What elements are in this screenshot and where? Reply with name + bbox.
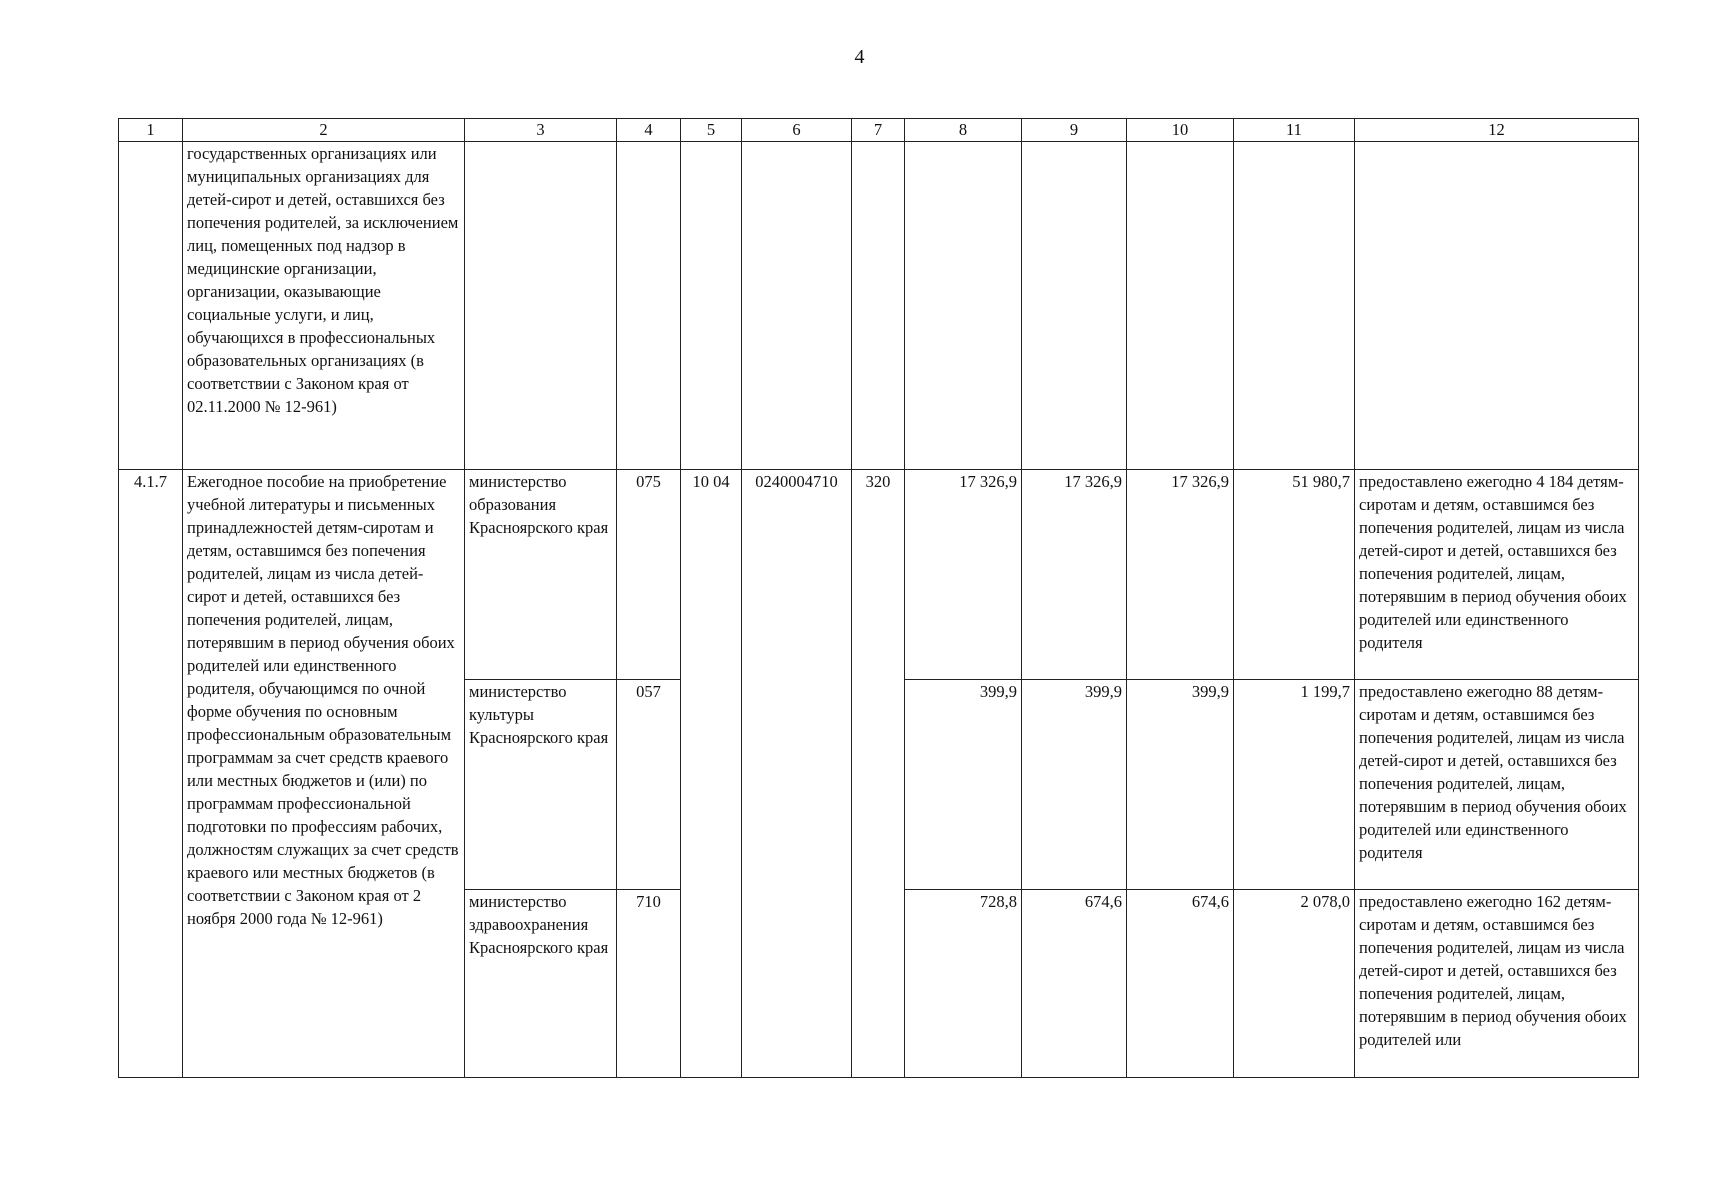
ministry-code: 057 (617, 680, 681, 890)
col-header-5: 5 (681, 119, 742, 142)
result-text: предоставлено ежегодно 162 детям-сиротам и детям, оставшимся без попечения родителей, лицам из числа детей-сирот и детей, оставшихся без попечения родителей, лицам, потерявшим в период обучения обоих родителей или (1355, 890, 1639, 1078)
section-code: 10 04 (681, 470, 742, 1078)
result-text: предоставлено ежегодно 4 184 детям-сиротам и детям, оставшимся без попечения родителей, лицам из числа детей-сирот и детей, оставшихся без попечения родителей, лицам, потерявшим в период обучения обоих родителей или единственного родителя (1355, 470, 1639, 680)
continuation-row (119, 142, 1639, 470)
year2-value: 674,6 (1022, 890, 1127, 1078)
expense-type-code: 320 (852, 470, 905, 1078)
total-value: 2 078,0 (1234, 890, 1355, 1078)
year2-value: 399,9 (1022, 680, 1127, 890)
col-header-7: 7 (852, 119, 905, 142)
ministry-code: 710 (617, 890, 681, 1078)
continuation-text: государственных организациях или муниципальных организациях для детей-сирот и детей, оставшихся без попечения родителей, за исключением лиц, помещенных под надзор в медицинские организации, организации, оказывающие социальные услуги, и лиц, обучающихся в профессиональных образовательных организациях (в соответствии с Законом края от 02.11.2000 № 12-961) (183, 142, 465, 470)
year1-value: 399,9 (905, 680, 1022, 890)
year3-value: 674,6 (1127, 890, 1234, 1078)
budget-table (118, 118, 1639, 1078)
page-number: 4 (854, 46, 865, 68)
target-code: 0240004710 (742, 470, 852, 1078)
year3-value: 399,9 (1127, 680, 1234, 890)
item-number: 4.1.7 (119, 470, 183, 1078)
year3-value: 17 326,9 (1127, 470, 1234, 680)
col-header-6: 6 (742, 119, 852, 142)
year1-value: 728,8 (905, 890, 1022, 1078)
ministry-code: 075 (617, 470, 681, 680)
ministry-cell: министерство образования Красноярского края (465, 470, 617, 680)
col-header-11: 11 (1234, 119, 1355, 142)
total-value: 51 980,7 (1234, 470, 1355, 680)
column-number-header-row (119, 119, 1639, 142)
col-header-10: 10 (1127, 119, 1234, 142)
col-header-4: 4 (617, 119, 681, 142)
col-header-2: 2 (183, 119, 465, 142)
item-name: Ежегодное пособие на приобретение учебной литературы и письменных принадлежностей детям-сиротам и детям, оставшимся без попечения родителей, лицам из числа детей-сирот и детей, оставшихся без попечения родителей, лицам, потерявшим в период обучения обоих родителей или единственного родителя, обучающимся по очной форме обучения по основным профессиональным образовательным программам за счет средств краевого или местных бюджетов и (или) по программам профессиональной подготовки по профессиям рабочих, должностям служащих за счет средств краевого или местных бюджетов (в соответствии с Законом края от 2 ноября 2000 года № 12-961) (183, 470, 465, 1078)
col-header-1: 1 (119, 119, 183, 142)
result-text: предоставлено ежегодно 88 детям-сиротам и детям, оставшимся без попечения родителей, лицам из числа детей-сирот и детей, оставшихся без попечения родителей, лицам, потерявшим в период обучения обоих родителей или единственного родителя (1355, 680, 1639, 890)
col-header-12: 12 (1355, 119, 1639, 142)
table-row (119, 470, 1639, 680)
year1-value: 17 326,9 (905, 470, 1022, 680)
ministry-cell: министерство здравоохранения Красноярского края (465, 890, 617, 1078)
year2-value: 17 326,9 (1022, 470, 1127, 680)
col-header-3: 3 (465, 119, 617, 142)
col-header-9: 9 (1022, 119, 1127, 142)
ministry-cell: министерство культуры Красноярского края (465, 680, 617, 890)
total-value: 1 199,7 (1234, 680, 1355, 890)
col-header-8: 8 (905, 119, 1022, 142)
